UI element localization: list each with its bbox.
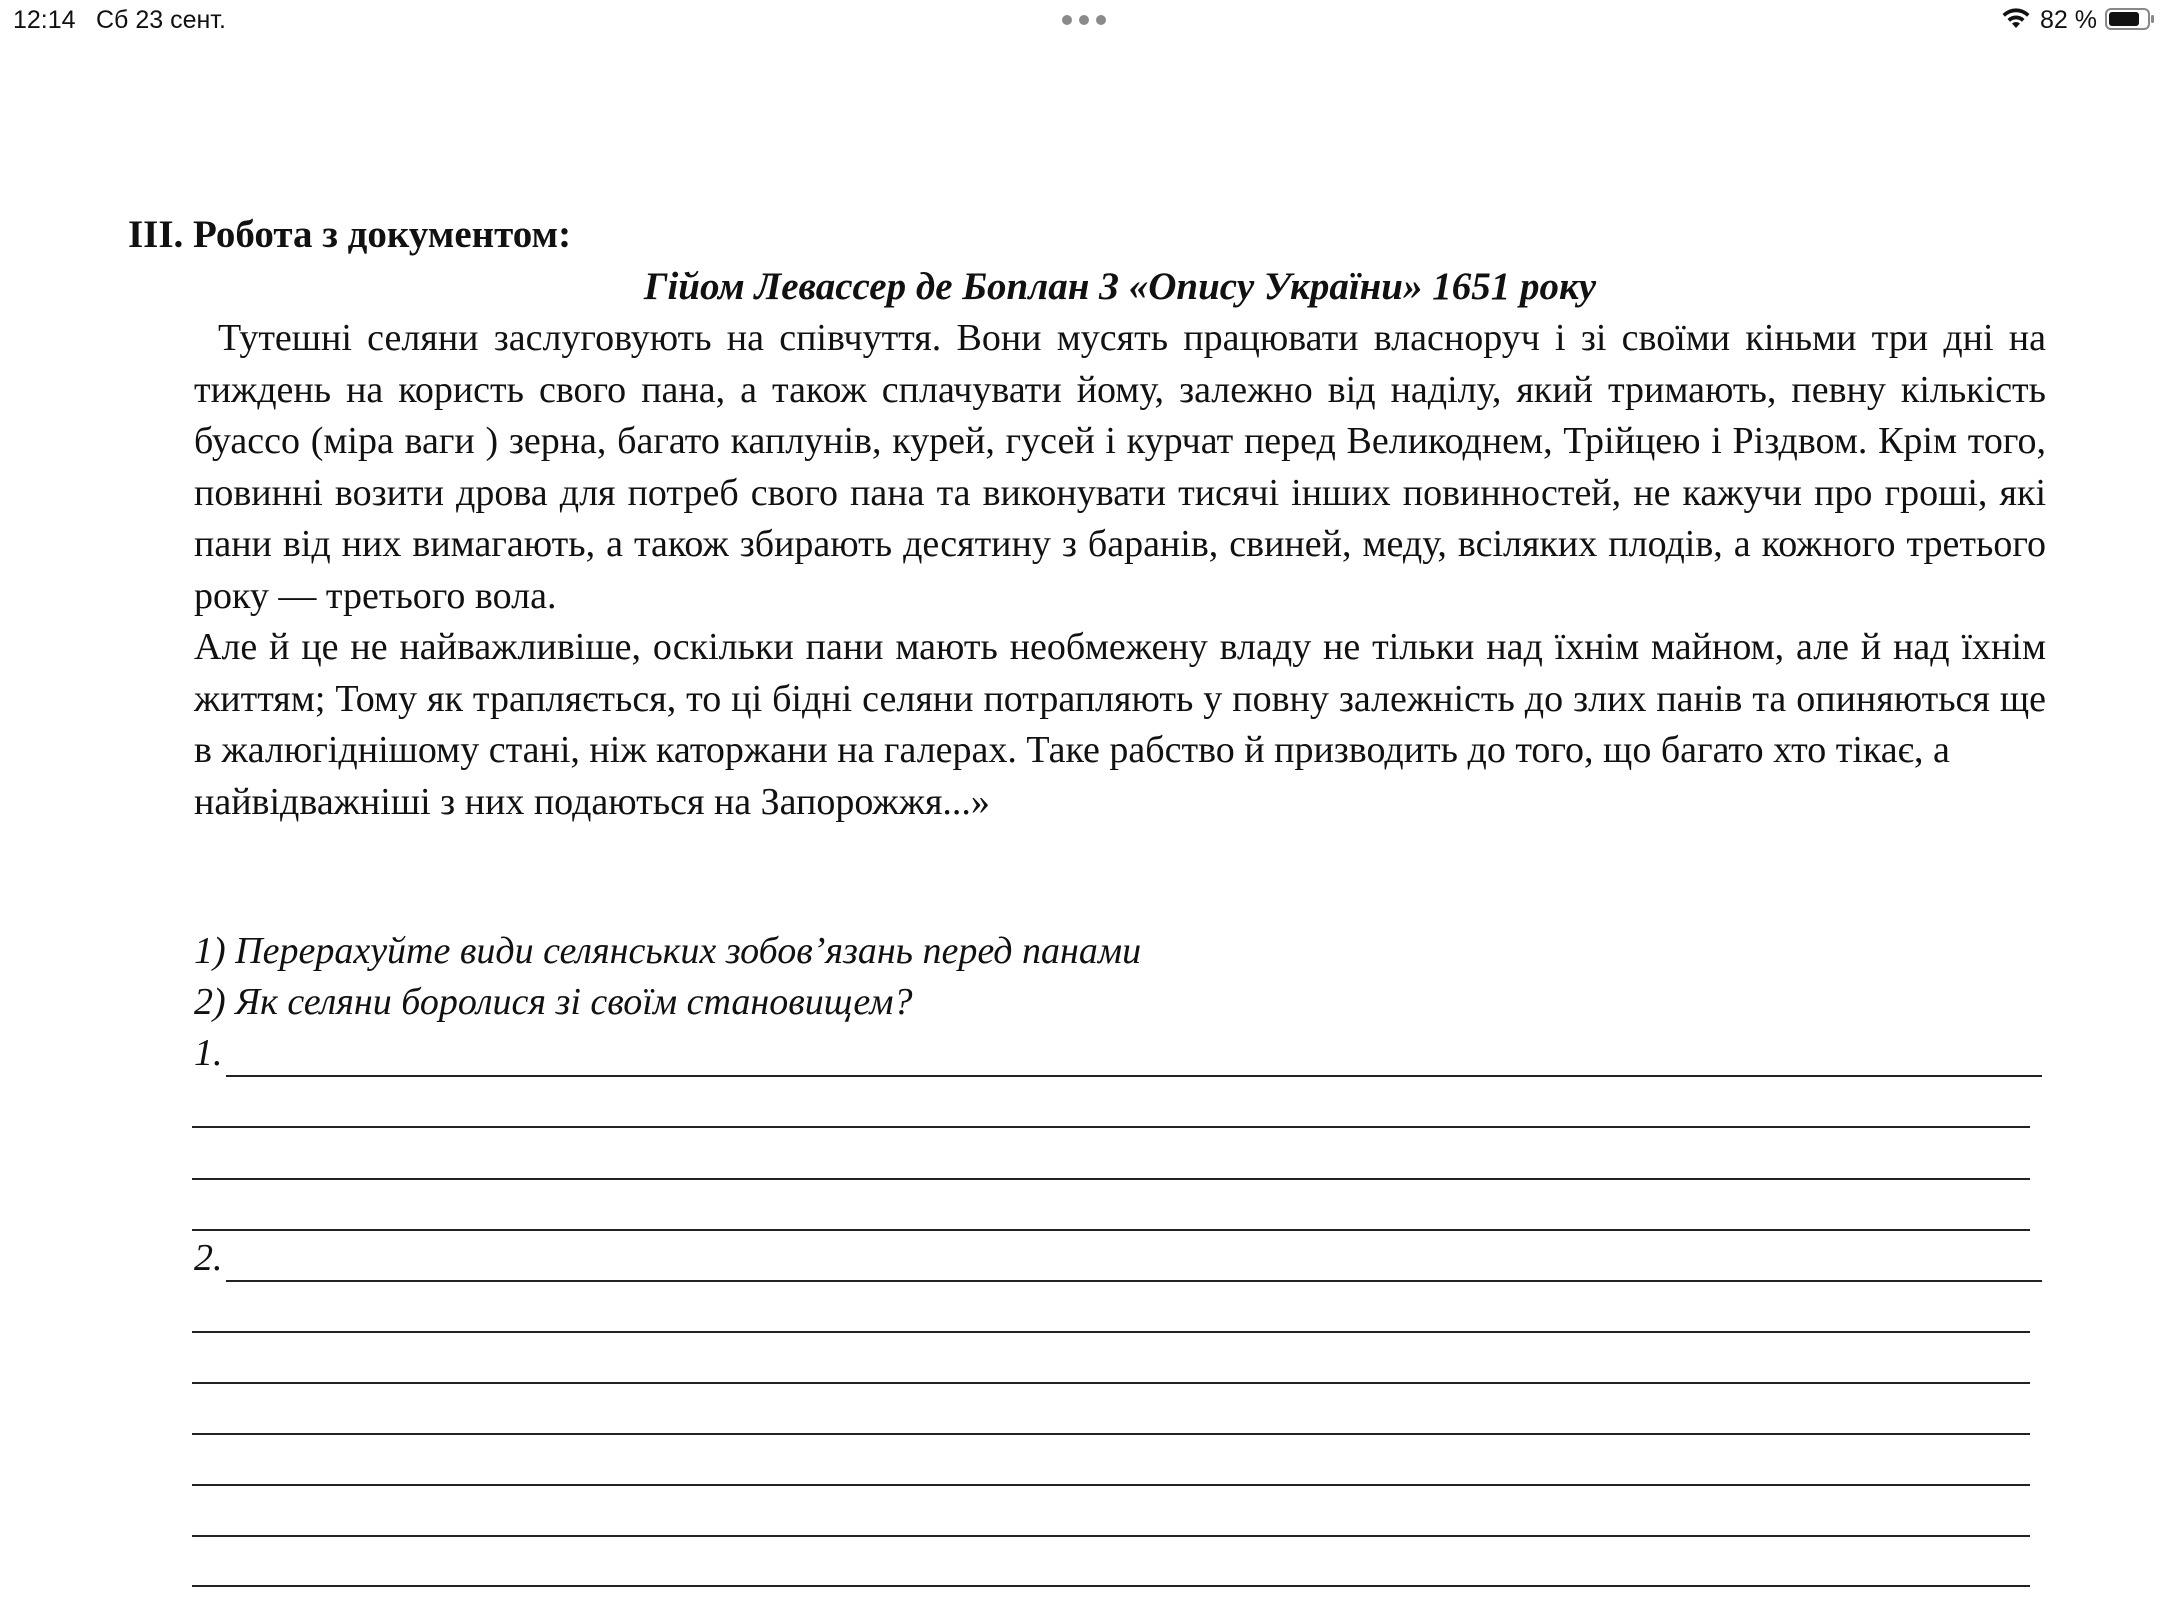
answer-line[interactable] bbox=[192, 1382, 2030, 1384]
answer-label-2: 2. bbox=[194, 1237, 223, 1279]
battery-percent: 82 % bbox=[2040, 6, 2097, 34]
answer-line[interactable] bbox=[192, 1126, 2030, 1128]
section-heading: ІІІ. Робота з документом: bbox=[128, 213, 572, 256]
answer-line[interactable] bbox=[192, 1585, 2030, 1587]
status-date: Сб 23 сент. bbox=[96, 6, 226, 34]
document-title: Гійом Левассер де Боплан З «Опису України» 1651 року bbox=[643, 265, 1597, 308]
answer-label-1: 1. bbox=[194, 1032, 223, 1074]
answer-line[interactable] bbox=[192, 1484, 2030, 1486]
answer-line[interactable] bbox=[226, 1280, 2042, 1282]
answer-line[interactable] bbox=[192, 1433, 2030, 1435]
answer-line[interactable] bbox=[226, 1075, 2042, 1077]
question-1: 1) Перерахуйте види селянських зобов’язань перед панами bbox=[194, 930, 1142, 972]
answer-line[interactable] bbox=[192, 1229, 2030, 1231]
paragraph-1: Тутешні селяни заслуговують на співчуття. Вони мусять працювати власноруч і зі своїми кіньми три дні на тиждень на користь свого пана, а також сплачувати йому, залежно від наділу, який тримають, певну кількість буассо (міра ваги ) зерна, багато каплунів, курей, гусей і курчат перед Великоднем, Трійцею і Різдвом. Крім того, повинні возити дрова для потреб свого пана та виконувати тисячі інших повинностей, не кажучи про гроші, які пани від них вимагають, а також збирають десятину з баранів, свиней, меду, всіляких плодів, а кожного третього року — третього вола. bbox=[194, 317, 2046, 617]
answer-line[interactable] bbox=[192, 1535, 2030, 1537]
paragraph-2-end: найвідважніші з них подаються на Запорожжя...» bbox=[194, 780, 990, 823]
status-time: 12:14 bbox=[13, 6, 76, 34]
answer-line[interactable] bbox=[192, 1178, 2030, 1180]
paragraph-2: Але й це не найважливіше, оскільки пани мають необмежену владу не тільки над їхнім майном, але й над їхнім життям; Тому як трапляється, то ці бідні селяни потрапляють у повну залежність до злих панів та опиняються ще в жалюгіднішому стані, ніж каторжани на галерах. Таке рабство й призводить до того, що багато хто тікає, а bbox=[194, 626, 2046, 771]
question-2: 2) Як селяни боролися зі своїм становищем? bbox=[194, 981, 913, 1023]
answer-line[interactable] bbox=[192, 1331, 2030, 1333]
document-text bbox=[194, 313, 2046, 828]
